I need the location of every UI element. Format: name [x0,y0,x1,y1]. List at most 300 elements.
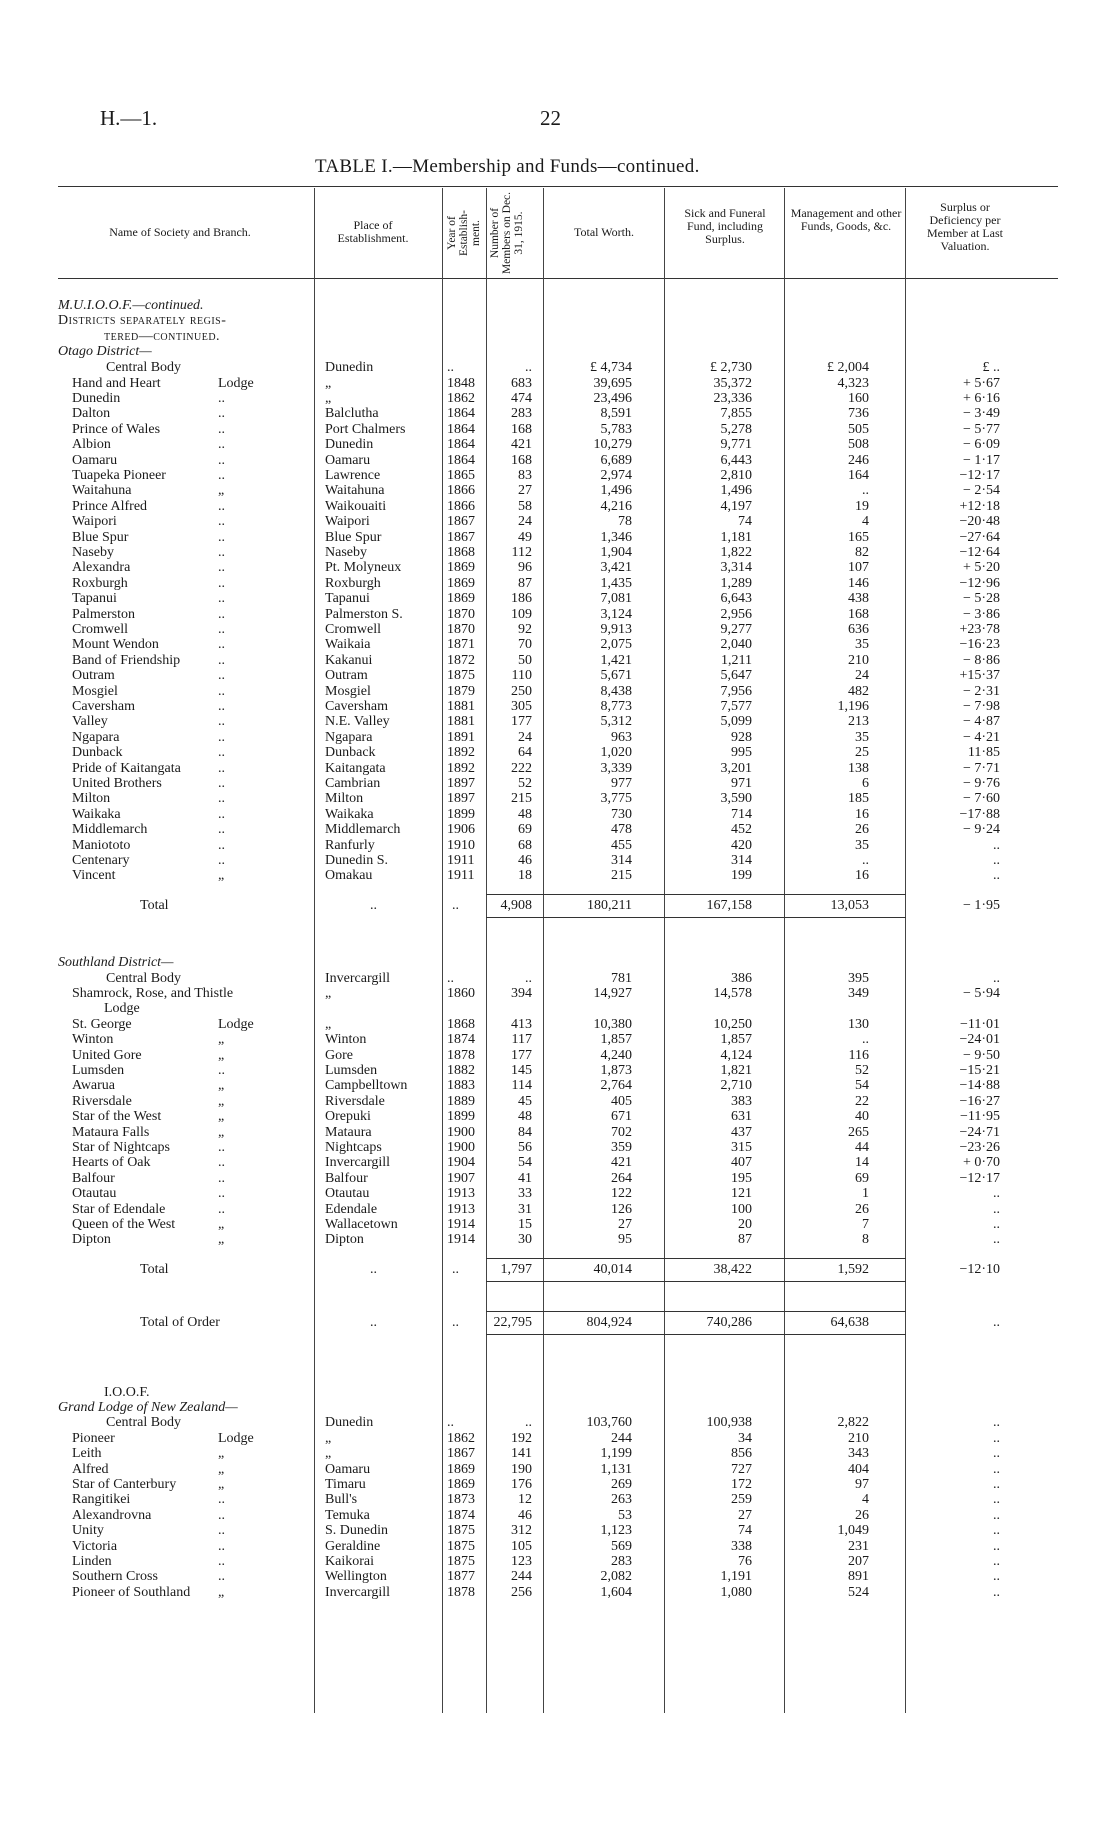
year-established: 1913 [447,1201,475,1217]
lodge-marker: .. [218,1554,225,1569]
year-established: 1877 [447,1569,475,1585]
table-row [0,1155,1114,1171]
lodge-marker: Lodge [218,1016,254,1032]
sick-funeral-fund: 314 [731,853,752,868]
branch-name: Lodge [104,1001,140,1017]
total-worth: 14,927 [593,986,632,1001]
table-row [0,684,1114,700]
branch-name: Band of Friendship [72,652,181,668]
lodge-marker: „ [218,1584,225,1600]
lodge-marker: .. [218,806,225,822]
total-worth: 3,124 [600,606,632,622]
member-count: 112 [511,545,532,560]
lodge-marker: .. [218,1140,225,1155]
total-worth: 40,014 [593,1261,632,1277]
year-established: 1892 [447,745,475,761]
total-worth: 8,773 [600,699,632,714]
management-funds: 54 [855,1078,869,1094]
management-funds: 52 [855,1063,869,1078]
total-rule [486,1281,906,1282]
management-funds: 160 [848,391,869,406]
total-worth: 1,346 [600,529,632,545]
total-worth: 702 [611,1124,632,1140]
table-row [0,668,1114,684]
year-established: 1869 [447,1461,475,1477]
member-count: 110 [511,668,532,684]
lodge-marker: „ [218,1047,225,1063]
place-of-establishment: Dunedin [325,1415,374,1431]
lodge-marker: .. [218,421,225,437]
year-established: .. [447,1415,454,1431]
lodge-marker: .. [218,406,225,422]
lodge-marker: .. [218,1492,225,1508]
year-established: 1875 [447,1554,475,1569]
lodge-marker: .. [218,853,225,868]
branch-name: Waitahuna [72,483,132,499]
year-established: 1864 [447,406,475,422]
total-rule [486,1311,906,1312]
total-worth: 359 [611,1140,632,1155]
management-funds: 40 [855,1109,869,1125]
total-worth: 53 [618,1507,632,1523]
surplus-per-member: £ .. [982,359,1000,375]
place-of-establishment: Gore [325,1047,353,1063]
surplus-per-member: −11·95 [959,1109,1000,1125]
member-count: 192 [511,1430,532,1446]
table-row [0,971,1114,987]
member-count: 27 [518,483,532,499]
surplus-per-member: − 5·94 [962,986,1000,1001]
year-established: 1892 [447,760,475,776]
management-funds: 35 [855,729,869,745]
table-row [0,453,1114,469]
section-heading [0,298,1114,314]
management-funds: 35 [855,637,869,653]
surplus-per-member: − 7·98 [962,699,1000,714]
member-count: 394 [511,986,532,1001]
place-of-establishment: Dunedin [325,359,374,375]
management-funds: 146 [848,575,869,591]
year-established: 1873 [447,1492,475,1508]
year-established: 1872 [447,652,475,668]
place-of-establishment: Invercargill [325,1155,391,1171]
surplus-per-member: .. [993,1217,1000,1232]
member-count: 92 [518,622,532,637]
lodge-marker: „ [218,1217,225,1232]
place-of-establishment: Timaru [325,1477,366,1492]
sick-funeral-fund: 5,278 [720,421,752,437]
year-established: 1864 [447,437,475,453]
management-funds: 168 [848,606,869,622]
total-worth: 244 [611,1430,632,1446]
branch-name: Mosgiel [72,683,118,699]
table-row [0,406,1114,422]
year-established: 1875 [447,1538,475,1554]
place-of-establishment: Dipton [325,1232,364,1248]
management-funds: 231 [848,1538,869,1554]
table-row [0,1523,1114,1539]
place-of-establishment: „ [325,1430,332,1446]
section-heading [0,1001,1114,1017]
section-heading [0,344,1114,360]
management-funds: 246 [848,452,869,468]
lodge-marker: .. [218,637,225,653]
lodge-marker: .. [218,591,225,607]
management-funds: 24 [855,668,869,684]
lodge-marker: .. [218,1538,225,1554]
management-funds: 2,822 [837,1415,869,1431]
surplus-per-member: − 1·95 [962,897,1000,913]
branch-name: Southland District— [58,955,174,971]
branch-name: Outram [72,668,115,684]
table-row [0,1569,1114,1585]
place-of-establishment: Port Chalmers [325,421,406,437]
section-heading [0,1385,1114,1401]
management-funds: 213 [848,714,869,730]
year-established: 1914 [447,1217,475,1232]
section-heading [0,1400,1114,1416]
sick-funeral-fund: 27 [738,1507,752,1523]
sick-funeral-fund: 383 [731,1093,752,1109]
table-row [0,499,1114,515]
place-of-establishment: Invercargill [325,970,391,986]
sick-funeral-fund: 407 [731,1155,752,1171]
year-established: 1862 [447,391,475,406]
year-established: 1899 [447,806,475,822]
year-established: 1907 [447,1170,475,1186]
lodge-marker: „ [218,1461,225,1477]
member-count: 683 [511,375,532,391]
place-of-establishment: Ngapara [325,729,373,745]
place-of-establishment: Bull's [325,1492,358,1508]
table-row [0,699,1114,715]
member-count: 12 [518,1492,532,1508]
year-established: 1871 [447,637,475,653]
member-count: 41 [518,1170,532,1186]
branch-name: Unity [72,1523,104,1539]
branch-name: Central Body [106,359,182,375]
total-worth: 1,131 [600,1461,632,1477]
place-of-establishment: S. Dunedin [325,1523,388,1539]
branch-name: tered—continued. [104,328,221,344]
member-count: 413 [511,1016,532,1032]
branch-name: Districts separately regis- [58,313,227,329]
place-of-establishment: Wallacetown [325,1217,398,1232]
place-of-establishment: Milton [325,791,364,807]
sick-funeral-fund: 167,158 [706,897,752,913]
management-funds: 482 [848,683,869,699]
year-established: 1848 [447,375,475,391]
branch-name: Mount Wendon [72,637,159,653]
place-of-establishment: Campbelltown [325,1078,408,1094]
member-count: 168 [511,452,532,468]
total-worth: 78 [618,514,632,530]
management-funds: 69 [855,1170,869,1186]
place-of-establishment: „ [325,1446,332,1462]
lodge-marker: .. [218,652,225,668]
year-established: 1878 [447,1047,475,1063]
branch-name: Waikaka [72,806,121,822]
member-count: 177 [511,714,532,730]
lodge-marker: .. [218,606,225,622]
management-funds: 165 [848,529,869,545]
total-worth: 10,380 [593,1016,632,1032]
management-funds: 26 [855,822,869,838]
management-funds: .. [862,483,869,499]
year-established: 1897 [447,776,475,791]
table-row [0,637,1114,653]
branch-name: Pride of Kaitangata [72,760,181,776]
place-of-establishment: N.E. Valley [325,714,390,730]
place-of-establishment: Winton [325,1032,367,1048]
sick-funeral-fund: 7,577 [720,699,752,714]
member-count: 244 [511,1569,532,1585]
col-header-sick: Sick and Funeral Fund, including Surplus. [684,206,766,246]
management-funds: 185 [848,791,869,807]
surplus-per-member: − 2·54 [962,483,1000,499]
place-of-establishment: Kakanui [325,652,373,668]
place-of-establishment: Balclutha [325,406,379,422]
management-funds: 349 [848,986,869,1001]
lodge-marker: .. [218,1155,225,1171]
total-worth: 1,199 [600,1446,632,1462]
management-funds: 19 [855,498,869,514]
year-established: 1870 [447,606,475,622]
sick-funeral-fund: 14,578 [713,986,752,1001]
total-worth: 804,924 [586,1315,632,1331]
management-funds: 82 [855,545,869,560]
table-row [0,714,1114,730]
table-row [0,483,1114,499]
branch-name: Otautau [72,1186,117,1202]
total-worth: 5,312 [600,714,632,730]
surplus-per-member: − 7·60 [962,791,1000,807]
member-count: 114 [511,1078,532,1094]
member-count: 22,795 [493,1315,532,1331]
total-worth: 1,421 [600,652,632,668]
table-row [0,1232,1114,1248]
surplus-per-member: − 9·24 [962,822,1000,838]
lodge-marker: Lodge [218,375,254,391]
sick-funeral-fund: 727 [731,1461,752,1477]
member-count: 1,797 [500,1261,532,1277]
table-row [0,1186,1114,1202]
table-row [0,468,1114,484]
surplus-per-member: − 4·21 [962,729,1000,745]
sick-funeral-fund: 6,643 [720,591,752,607]
year-established: 1900 [447,1140,475,1155]
member-count: 24 [518,514,532,530]
total-worth: 27 [618,1217,632,1232]
branch-name: Winton [72,1032,114,1048]
lodge-marker: .. [218,1507,225,1523]
document-code: H.—1. [100,106,158,130]
table-row [0,1492,1114,1508]
branch-name: Middlemarch [72,822,148,838]
member-count: 312 [511,1523,532,1539]
year-established: 1900 [447,1124,475,1140]
sick-funeral-fund: 2,710 [720,1078,752,1094]
year-established: 1910 [447,837,475,853]
table-row [0,1554,1114,1570]
sick-funeral-fund: 38,422 [713,1261,752,1277]
lodge-marker: .. [218,391,225,406]
total-worth: 7,081 [600,591,632,607]
total-worth: 10,279 [593,437,632,453]
sick-funeral-fund: 1,080 [720,1584,752,1600]
branch-name: Alexandrovna [72,1507,152,1523]
year-established: 1860 [447,986,475,1001]
branch-name: Caversham [72,699,135,714]
total-worth: 1,873 [600,1063,632,1078]
management-funds: 505 [848,421,869,437]
member-count: 49 [518,529,532,545]
branch-name: Prince Alfred [72,498,148,514]
table-title: TABLE I.—Membership and Funds—continued. [315,156,700,177]
lodge-marker: .. [218,498,225,514]
branch-name: Blue Spur [72,529,129,545]
branch-name: Dalton [72,406,111,422]
year-established: 1911 [447,853,475,868]
management-funds: 4 [862,514,869,530]
table-row [0,1462,1114,1478]
management-funds: 138 [848,760,869,776]
table-row [0,1217,1114,1233]
year-established: 1878 [447,1584,475,1600]
year-established: 1891 [447,729,475,745]
col-header-year: Year of Establish-ment. [446,210,482,256]
place-of-establishment: .. [370,1261,377,1277]
place-of-establishment: Cambrian [325,776,381,791]
sick-funeral-fund: 20 [738,1217,752,1232]
lodge-marker: .. [218,729,225,745]
place-of-establishment: Invercargill [325,1584,391,1600]
member-count: 54 [518,1155,532,1171]
place-of-establishment: Temuka [325,1507,370,1523]
total-worth: 1,904 [600,545,632,560]
year-established: .. [447,359,454,375]
place-of-establishment: Oamaru [325,1461,371,1477]
place-of-establishment: Middlemarch [325,822,401,838]
total-rule [486,1258,906,1259]
sick-funeral-fund: 3,201 [720,760,752,776]
branch-name: Pioneer of Southland [72,1584,191,1600]
total-worth: 8,591 [600,406,632,422]
sick-funeral-fund: 7,956 [720,683,752,699]
table-row [0,1477,1114,1493]
sick-funeral-fund: 1,857 [720,1032,752,1048]
year-established: 1867 [447,529,475,545]
lodge-marker: „ [218,1093,225,1109]
surplus-per-member: .. [993,1461,1000,1477]
place-of-establishment: Riversdale [325,1093,385,1109]
lodge-marker: .. [218,1201,225,1217]
surplus-per-member: .. [993,1477,1000,1492]
surplus-per-member: −17·88 [959,806,1000,822]
table-row [0,1125,1114,1141]
surplus-per-member: −24·01 [959,1032,1000,1048]
branch-name: M.U.I.O.O.F.—continued. [58,298,204,313]
member-count: 46 [518,853,532,868]
table-row [0,1017,1114,1033]
total-row [0,1315,1114,1331]
place-of-establishment: Oamaru [325,452,371,468]
total-worth: 569 [611,1538,632,1554]
place-of-establishment: Roxburgh [325,575,381,591]
member-count: 305 [511,699,532,714]
col-header-mgmt: Management and other Funds, Goods, &c. [790,206,902,233]
member-count: .. [525,1415,532,1431]
total-worth: 264 [611,1170,632,1186]
management-funds: 524 [848,1584,869,1600]
management-funds: 22 [855,1093,869,1109]
table-row [0,422,1114,438]
branch-name: Dunback [72,745,123,761]
surplus-per-member: −16·23 [959,637,1000,653]
lodge-marker: .. [218,699,225,714]
lodge-marker: .. [218,822,225,838]
member-count: 117 [511,1032,532,1048]
lodge-marker: .. [218,468,225,483]
total-worth: 180,211 [587,897,632,913]
sick-funeral-fund: 35,372 [713,375,752,391]
total-worth: 977 [611,776,632,791]
member-count: 58 [518,498,532,514]
surplus-per-member: − 6·09 [962,437,1000,453]
total-worth: 963 [611,729,632,745]
place-of-establishment: Wellington [325,1569,387,1585]
sick-funeral-fund: 2,956 [720,606,752,622]
branch-name: Dunedin [72,391,121,406]
management-funds: 210 [848,652,869,668]
lodge-marker: .. [218,668,225,684]
member-count: 250 [511,683,532,699]
year-established: .. [447,970,454,986]
table-row [0,1109,1114,1125]
total-worth: 2,075 [600,637,632,653]
col-header-name: Name of Society and Branch. [109,225,251,239]
branch-name: Awarua [72,1078,116,1094]
management-funds: 13,053 [830,897,869,913]
surplus-per-member: .. [993,1492,1000,1508]
place-of-establishment: Waikouaiti [325,498,387,514]
branch-name: Maniototo [72,837,131,853]
col-header-members: Number of Members on Dec. 31, 1915. [489,191,525,275]
lodge-marker: .. [218,837,225,853]
year-established: 1862 [447,1430,475,1446]
branch-name: Hearts of Oak [72,1155,151,1171]
header-bottom-rule [58,278,1058,279]
surplus-per-member: − 3·86 [962,606,1000,622]
member-count: 50 [518,652,532,668]
col-header-place: Place of Establishment. [337,218,409,245]
member-count: 24 [518,729,532,745]
place-of-establishment: Omakau [325,868,373,884]
member-count: 109 [511,606,532,622]
place-of-establishment: Palmerston S. [325,606,403,622]
place-of-establishment: Lumsden [325,1063,378,1078]
total-worth: 1,496 [600,483,632,499]
member-count: 421 [511,437,532,453]
table-row [0,607,1114,623]
surplus-per-member: .. [993,1315,1000,1331]
member-count: 56 [518,1140,532,1155]
table-row [0,560,1114,576]
management-funds: 35 [855,837,869,853]
total-worth: 671 [611,1109,632,1125]
sick-funeral-fund: 3,590 [720,791,752,807]
total-worth: 95 [618,1232,632,1248]
